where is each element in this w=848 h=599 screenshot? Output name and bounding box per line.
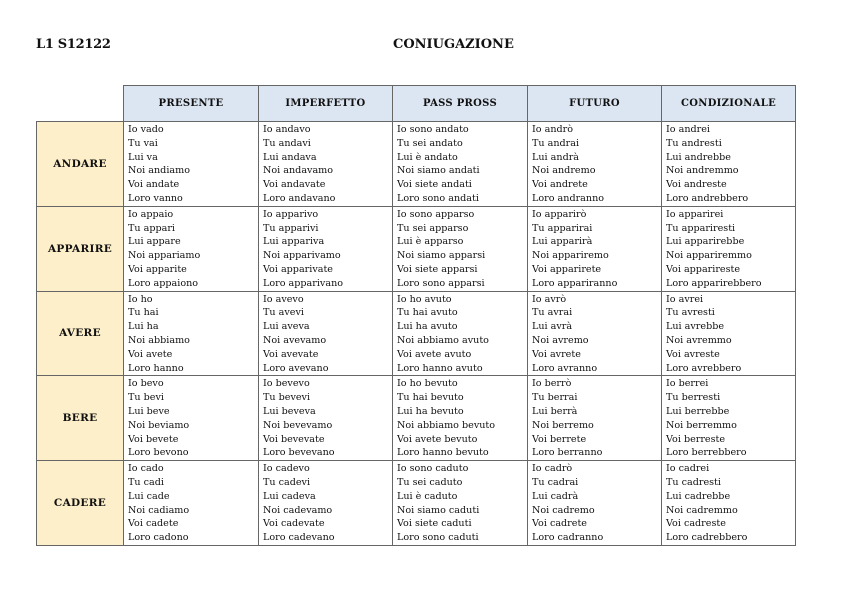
conjugation-form: Tu avevi (263, 307, 304, 319)
conjugation-form: Loro sono apparsi (397, 277, 485, 289)
verb-label: APPARIRE (37, 206, 124, 291)
conjugation-form: Io sono apparso (397, 208, 475, 220)
conjugation-form: Tu avresti (666, 307, 715, 319)
conjugation-form: Noi cadiamo (128, 504, 190, 516)
conjugation-form: Lui beveva (263, 405, 316, 417)
conjugation-form: Loro andrebbero (666, 192, 749, 204)
conjugation-form: Noi berremo (532, 419, 594, 431)
conjugation-cell (259, 122, 393, 207)
conjugation-form: Io avrò (532, 293, 567, 305)
conjugation-form: Noi cadremmo (666, 504, 738, 516)
conjugation-form: Lui è andato (397, 151, 458, 163)
conjugation-form: Noi andavamo (263, 165, 334, 177)
conjugation-form: Noi avremo (532, 334, 589, 346)
conjugation-cell (393, 291, 528, 376)
conjugation-cell (662, 206, 796, 291)
conjugation-table (36, 85, 796, 546)
conjugation-form: Loro hanno avuto (397, 362, 483, 374)
conjugation-form: Noi appariremmo (666, 250, 752, 262)
conjugation-cell (259, 376, 393, 461)
conjugation-form: Tu cadi (128, 476, 164, 488)
conjugation-form: Tu hai (128, 307, 159, 319)
conjugation-form: Loro hanno (128, 362, 184, 374)
conjugation-form: Loro apparirebbero (666, 277, 762, 289)
conjugation-form: Io cadevo (263, 463, 310, 475)
conjugation-form: Tu berresti (666, 392, 721, 404)
conjugation-form: Loro vanno (128, 192, 183, 204)
conjugation-form: Voi bevete (128, 433, 179, 445)
conjugation-form: Noi apparivamo (263, 250, 341, 262)
tense-header-condizionale: CONDIZIONALE (662, 86, 796, 122)
conjugation-form: Io bevevo (263, 378, 310, 390)
conjugation-form: Io apparivo (263, 208, 319, 220)
conjugation-form: Tu vai (128, 137, 158, 149)
conjugation-cell (528, 122, 662, 207)
conjugation-form: Lui andrà (532, 151, 580, 163)
conjugation-form: Loro andavano (263, 192, 336, 204)
conjugation-form: Loro sono andati (397, 192, 479, 204)
verb-row-avere (37, 291, 796, 376)
conjugation-form: Tu appariresti (666, 222, 736, 234)
conjugation-form: Voi apparireste (666, 263, 741, 275)
conjugation-cell (528, 376, 662, 461)
conjugation-form: Loro hanno bevuto (397, 447, 489, 459)
verb-row-andare (37, 122, 796, 207)
conjugation-form: Voi cadreste (666, 518, 726, 530)
conjugation-form: Lui appare (128, 236, 181, 248)
conjugation-form: Tu cadrai (532, 476, 579, 488)
conjugation-form: Voi cadete (128, 518, 179, 530)
conjugation-form: Voi apparivate (263, 263, 333, 275)
tense-header-presente: PRESENTE (124, 86, 259, 122)
conjugation-form: Io cado (128, 463, 164, 475)
conjugation-form: Loro cadevano (263, 532, 335, 544)
conjugation-form: Noi cadevamo (263, 504, 333, 516)
conjugation-form: Voi cadrete (532, 518, 587, 530)
conjugation-cell (393, 461, 528, 546)
conjugation-form: Tu apparivi (263, 222, 319, 234)
conjugation-form: Noi siamo apparsi (397, 250, 486, 262)
header-row (37, 86, 796, 122)
conjugation-form: Lui berrebbe (666, 405, 730, 417)
conjugation-form: Tu andavi (263, 137, 311, 149)
verb-label: ANDARE (37, 122, 124, 207)
document-code: L1 S12122 (36, 37, 111, 52)
conjugation-form: Io ho bevuto (397, 378, 458, 390)
corner-cell (37, 86, 124, 122)
conjugation-cell (662, 461, 796, 546)
conjugation-cell (124, 376, 259, 461)
conjugation-form: Lui avrebbe (666, 321, 725, 333)
conjugation-form: Lui ha (128, 321, 159, 333)
conjugation-form: Noi andiamo (128, 165, 190, 177)
conjugation-form: Noi berremmo (666, 419, 737, 431)
verb-row-bere (37, 376, 796, 461)
conjugation-form: Io bevo (128, 378, 164, 390)
conjugation-form: Io vado (128, 124, 164, 135)
conjugation-form: Tu sei apparso (397, 222, 469, 234)
conjugation-form: Tu hai avuto (397, 307, 458, 319)
conjugation-cell (528, 291, 662, 376)
conjugation-form: Voi berreste (666, 433, 726, 445)
conjugation-form: Voi avrete (532, 348, 581, 360)
conjugation-form: Voi andreste (666, 179, 727, 191)
conjugation-form: Tu andresti (666, 137, 722, 149)
conjugation-form: Tu andrai (532, 137, 580, 149)
conjugation-form: Tu sei caduto (397, 476, 463, 488)
conjugation-form: Voi avete avuto (397, 348, 472, 360)
conjugation-form: Io cadrei (666, 463, 710, 475)
conjugation-form: Noi cadremo (532, 504, 595, 516)
conjugation-form: Lui aveva (263, 321, 310, 333)
conjugation-form: Noi appariamo (128, 250, 201, 262)
conjugation-form: Lui cadeva (263, 490, 316, 502)
conjugation-form: Loro andranno (532, 192, 605, 204)
conjugation-form: Lui andrebbe (666, 151, 731, 163)
conjugation-form: Noi avremmo (666, 334, 732, 346)
conjugation-form: Io ho avuto (397, 293, 452, 305)
conjugation-form: Io apparirei (666, 208, 724, 220)
conjugation-form: Io avevo (263, 293, 304, 305)
conjugation-form: Voi apparite (128, 263, 187, 275)
conjugation-form: Io sono caduto (397, 463, 469, 475)
conjugation-form: Io andrei (666, 124, 710, 135)
conjugation-form: Voi avete bevuto (397, 433, 478, 445)
conjugation-form: Io avrei (666, 293, 704, 305)
conjugation-form: Io ho (128, 293, 153, 305)
conjugation-cell (393, 376, 528, 461)
conjugation-cell (124, 461, 259, 546)
conjugation-form: Loro berranno (532, 447, 603, 459)
conjugation-form: Lui appariva (263, 236, 325, 248)
conjugation-form: Voi avreste (666, 348, 720, 360)
conjugation-cell (528, 206, 662, 291)
conjugation-cell (259, 291, 393, 376)
verb-label: CADERE (37, 461, 124, 546)
conjugation-form: Noi siamo andati (397, 165, 480, 177)
conjugation-form: Voi andavate (263, 179, 326, 191)
conjugation-form: Lui va (128, 151, 158, 163)
conjugation-form: Lui beve (128, 405, 170, 417)
conjugation-cell (393, 206, 528, 291)
verb-row-apparire (37, 206, 796, 291)
conjugation-form: Noi abbiamo (128, 334, 190, 346)
conjugation-form: Tu cadevi (263, 476, 311, 488)
conjugation-form: Lui avrà (532, 321, 573, 333)
conjugation-form: Tu sei andato (397, 137, 463, 149)
conjugation-form: Io andrò (532, 124, 574, 135)
conjugation-form: Loro berrebbero (666, 447, 747, 459)
conjugation-cell (528, 461, 662, 546)
conjugation-cell (259, 206, 393, 291)
conjugation-form: Voi siete andati (397, 179, 472, 191)
conjugation-form: Io apparirò (532, 208, 587, 220)
tense-header-pass-pross: PASS PROSS (393, 86, 528, 122)
conjugation-form: Lui apparirebbe (666, 236, 745, 248)
conjugation-form: Lui andava (263, 151, 317, 163)
conjugation-form: Tu cadresti (666, 476, 721, 488)
conjugation-form: Lui è caduto (397, 490, 458, 502)
conjugation-form: Noi avevamo (263, 334, 327, 346)
conjugation-form: Voi berrete (532, 433, 587, 445)
conjugation-form: Tu berrai (532, 392, 578, 404)
conjugation-form: Voi andrete (532, 179, 588, 191)
tense-header-imperfetto: IMPERFETTO (259, 86, 393, 122)
conjugation-form: Loro avrebbero (666, 362, 742, 374)
conjugation-form: Io berrò (532, 378, 572, 390)
conjugation-form: Lui è apparso (397, 236, 464, 248)
conjugation-form: Loro appariranno (532, 277, 618, 289)
conjugation-cell (662, 376, 796, 461)
conjugation-form: Lui cadrà (532, 490, 579, 502)
conjugation-form: Lui cadrebbe (666, 490, 731, 502)
conjugation-form: Io andavo (263, 124, 311, 135)
conjugation-form: Lui apparirà (532, 236, 593, 248)
conjugation-form: Lui ha avuto (397, 321, 458, 333)
conjugation-form: Voi andate (128, 179, 180, 191)
conjugation-form: Loro appaiono (128, 277, 199, 289)
conjugation-form: Noi abbiamo avuto (397, 334, 489, 346)
conjugation-form: Loro cadono (128, 532, 189, 544)
conjugation-form: Io cadrò (532, 463, 573, 475)
document-title: CONIUGAZIONE (393, 37, 514, 52)
conjugation-form: Loro cadrebbero (666, 532, 748, 544)
verb-label: BERE (37, 376, 124, 461)
conjugation-form: Tu avrai (532, 307, 573, 319)
conjugation-cell (662, 122, 796, 207)
conjugation-form: Noi beviamo (128, 419, 190, 431)
conjugation-form: Noi bevevamo (263, 419, 333, 431)
conjugation-cell (124, 291, 259, 376)
conjugation-form: Voi apparirete (532, 263, 602, 275)
verb-label: AVERE (37, 291, 124, 376)
conjugation-form: Voi siete apparsi (397, 263, 478, 275)
conjugation-form: Voi cadevate (263, 518, 325, 530)
conjugation-form: Tu appari (128, 222, 176, 234)
conjugation-form: Tu bevi (128, 392, 164, 404)
conjugation-form: Voi siete caduti (397, 518, 472, 530)
conjugation-form: Loro avevano (263, 362, 329, 374)
conjugation-form: Io berrei (666, 378, 709, 390)
conjugation-form: Loro bevono (128, 447, 189, 459)
conjugation-form: Io sono andato (397, 124, 469, 135)
conjugation-form: Loro apparivano (263, 277, 344, 289)
verb-row-cadere (37, 461, 796, 546)
tense-header-futuro: FUTURO (528, 86, 662, 122)
conjugation-form: Tu hai bevuto (397, 392, 464, 404)
conjugation-form: Noi appariremo (532, 250, 609, 262)
conjugation-form: Lui cade (128, 490, 170, 502)
conjugation-form: Tu bevevi (263, 392, 311, 404)
conjugation-form: Io appaio (128, 208, 174, 220)
conjugation-cell (124, 122, 259, 207)
conjugation-cell (259, 461, 393, 546)
conjugation-form: Noi abbiamo bevuto (397, 419, 496, 431)
conjugation-cell (124, 206, 259, 291)
conjugation-form: Voi bevevate (263, 433, 325, 445)
conjugation-cell (393, 122, 528, 207)
conjugation-form: Loro cadranno (532, 532, 604, 544)
conjugation-form: Voi avete (128, 348, 173, 360)
conjugation-cell (662, 291, 796, 376)
conjugation-form: Voi avevate (263, 348, 319, 360)
conjugation-form: Lui berrà (532, 405, 578, 417)
conjugation-form: Loro sono caduti (397, 532, 479, 544)
conjugation-form: Loro avranno (532, 362, 598, 374)
conjugation-form: Noi andremo (532, 165, 596, 177)
conjugation-form: Lui ha bevuto (397, 405, 464, 417)
conjugation-form: Noi andremmo (666, 165, 739, 177)
conjugation-form: Loro bevevano (263, 447, 335, 459)
conjugation-form: Tu apparirai (532, 222, 593, 234)
conjugation-form: Noi siamo caduti (397, 504, 480, 516)
